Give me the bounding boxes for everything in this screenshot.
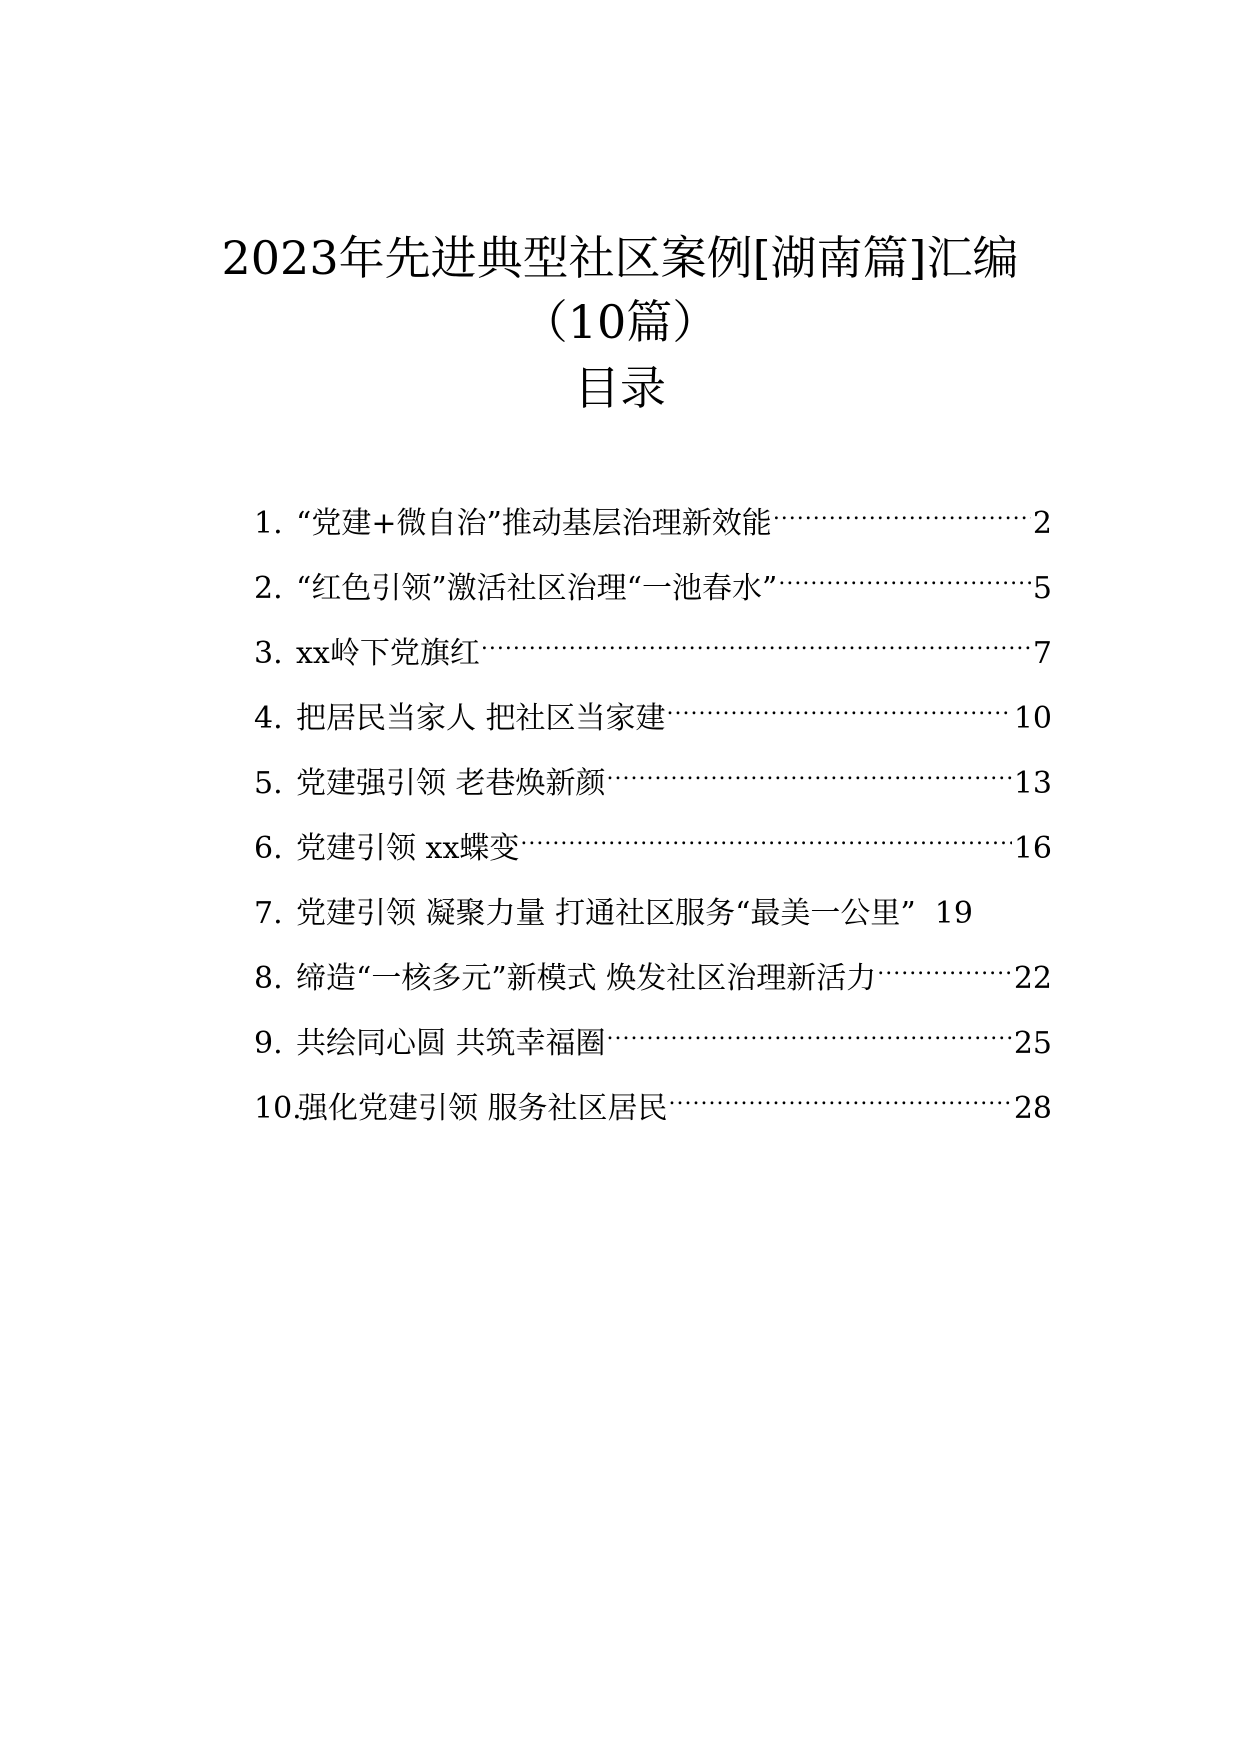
toc-dot-leader	[669, 1078, 1012, 1118]
toc-entry-number: 1.	[254, 506, 283, 541]
toc-entry[interactable]	[254, 623, 1052, 688]
toc-dot-leader	[917, 883, 933, 923]
document-title: 2023年先进典型社区案例[湖南篇]汇编	[221, 231, 1019, 285]
toc-entry-number: 7.	[254, 896, 283, 931]
toc-entry-number: 2.	[254, 571, 283, 606]
document-subtitle: （10篇）	[521, 295, 719, 349]
toc-entry-title: 强化党建引领 服务社区居民	[298, 1091, 668, 1126]
toc-entry-title: 党建强引领 老巷焕新颜	[296, 766, 606, 801]
toc-entry-page: 16	[1013, 831, 1052, 866]
toc-entry-title: “红色引领”激活社区治理“一池春水”	[296, 571, 778, 606]
toc-entry[interactable]	[254, 883, 1052, 948]
toc-entry[interactable]	[254, 818, 1052, 883]
toc-entry-number: 6.	[254, 831, 283, 866]
toc-dot-leader	[773, 493, 1031, 533]
toc-dot-leader	[520, 818, 1011, 858]
toc-entry-title: 缔造“一核多元”新模式 焕发社区治理新活力	[296, 961, 877, 996]
toc-entry-page: 2	[1032, 506, 1052, 541]
toc-entry-page: 25	[1013, 1026, 1052, 1061]
toc-entry-page: 7	[1032, 636, 1052, 671]
toc-entry-title: 把居民当家人 把社区当家建	[296, 701, 666, 736]
toc-entry-page: 22	[1013, 961, 1052, 996]
toc-entry-number: 5.	[254, 766, 283, 801]
toc-dot-leader	[607, 1013, 1012, 1053]
toc-entry-page: 19	[934, 896, 973, 931]
toc-dot-leader	[778, 558, 1031, 598]
toc-entry-title: 党建引领 凝聚力量 打通社区服务“最美一公里”	[296, 896, 916, 931]
toc-entry-number: 3.	[254, 636, 283, 671]
toc-entry[interactable]	[254, 493, 1052, 558]
toc-entry-number: 9.	[254, 1026, 283, 1061]
toc-entry-page: 5	[1032, 571, 1052, 606]
toc-entry-number: 4.	[254, 701, 283, 736]
toc-entry[interactable]	[254, 753, 1052, 818]
toc-entry-title: xx岭下党旗红	[296, 636, 480, 671]
toc-dot-leader	[667, 688, 1012, 728]
toc-entry[interactable]	[254, 1078, 1052, 1143]
toc-entry-number: 10.	[254, 1091, 302, 1126]
toc-entry-title: “党建+微自治”推动基层治理新效能	[296, 506, 772, 541]
toc-heading: 目录	[574, 361, 666, 415]
toc-entry[interactable]	[254, 688, 1052, 753]
toc-entry-page: 13	[1013, 766, 1052, 801]
toc-entry[interactable]	[254, 558, 1052, 623]
toc-dot-leader	[607, 753, 1012, 793]
toc-entry-number: 8.	[254, 961, 283, 996]
toc-dot-leader	[877, 948, 1012, 988]
toc-entry-page: 28	[1013, 1091, 1052, 1126]
toc-entry-title: 共绘同心圆 共筑幸福圈	[296, 1026, 606, 1061]
table-of-contents	[254, 493, 1052, 1143]
toc-entry[interactable]	[254, 1013, 1052, 1078]
toc-entry-title: 党建引领 xx蝶变	[296, 831, 520, 866]
toc-dot-leader	[481, 623, 1031, 663]
toc-entry[interactable]	[254, 948, 1052, 1013]
toc-entry-page: 10	[1013, 701, 1052, 736]
document-title-block	[0, 226, 1240, 420]
